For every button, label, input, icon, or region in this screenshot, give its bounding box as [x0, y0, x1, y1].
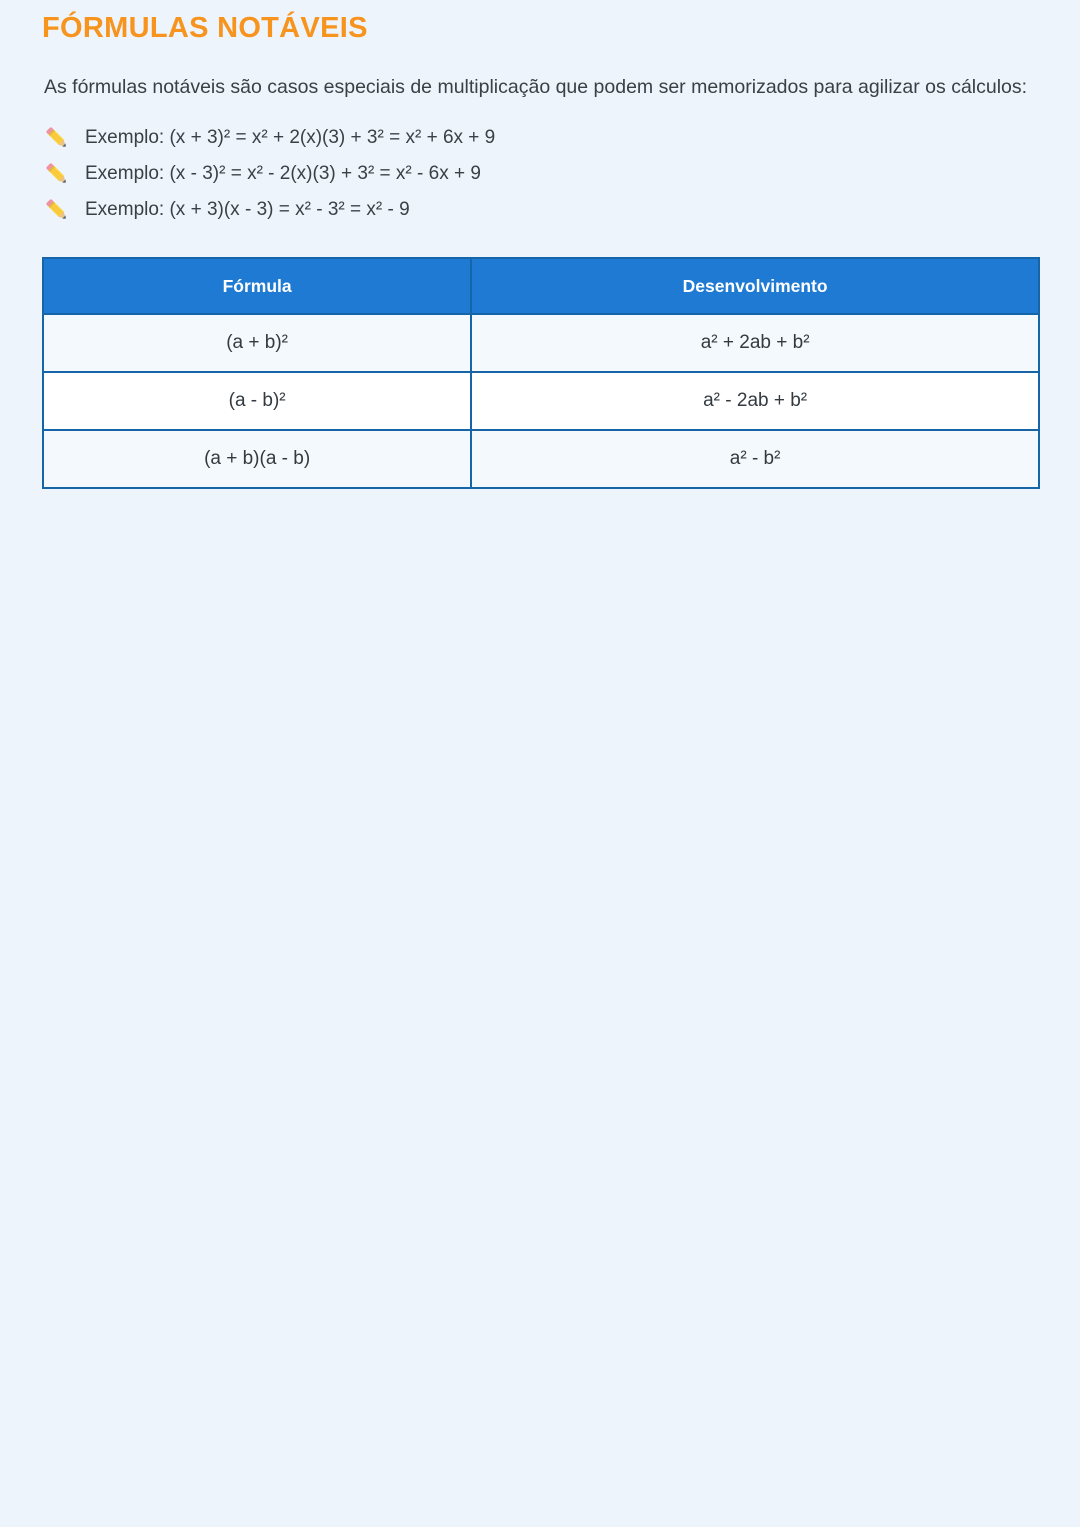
pencil-icon [44, 197, 70, 223]
formula-cell: (a - b)² [43, 372, 471, 430]
document-page [0, 0, 1080, 489]
example-text: Exemplo: (x - 3)² = x² - 2(x)(3) + 3² = x² - 6x + 9 [85, 163, 481, 184]
pencil-icon [44, 125, 70, 151]
development-cell: a² - b² [471, 430, 1039, 488]
table-row [43, 314, 1039, 372]
example-item [44, 120, 1038, 156]
page-title: FÓRMULAS NOTÁVEIS [42, 12, 368, 44]
formula-cell: (a + b)(a - b) [43, 430, 471, 488]
formula-cell: (a + b)² [43, 314, 471, 372]
formulas-table [42, 257, 1040, 489]
development-cell: a² + 2ab + b² [471, 314, 1039, 372]
intro-text: As fórmulas notáveis são casos especiais de multiplicação que podem ser memorizados para agilizar os cálculos: [44, 76, 1028, 98]
example-item [44, 192, 1038, 228]
table-row [43, 372, 1039, 430]
example-text: Exemplo: (x + 3)² = x² + 2(x)(3) + 3² = x² + 6x + 9 [85, 127, 496, 148]
example-text: Exemplo: (x + 3)(x - 3) = x² - 3² = x² - 9 [85, 199, 410, 220]
development-cell: a² - 2ab + b² [471, 372, 1039, 430]
example-item [44, 156, 1038, 192]
table-header-row [43, 258, 1039, 314]
examples-list [42, 120, 1038, 228]
table-row [43, 430, 1039, 488]
column-header-desenvolvimento: Desenvolvimento [471, 258, 1039, 314]
column-header-formula: Fórmula [43, 258, 471, 314]
pencil-icon [44, 161, 70, 187]
